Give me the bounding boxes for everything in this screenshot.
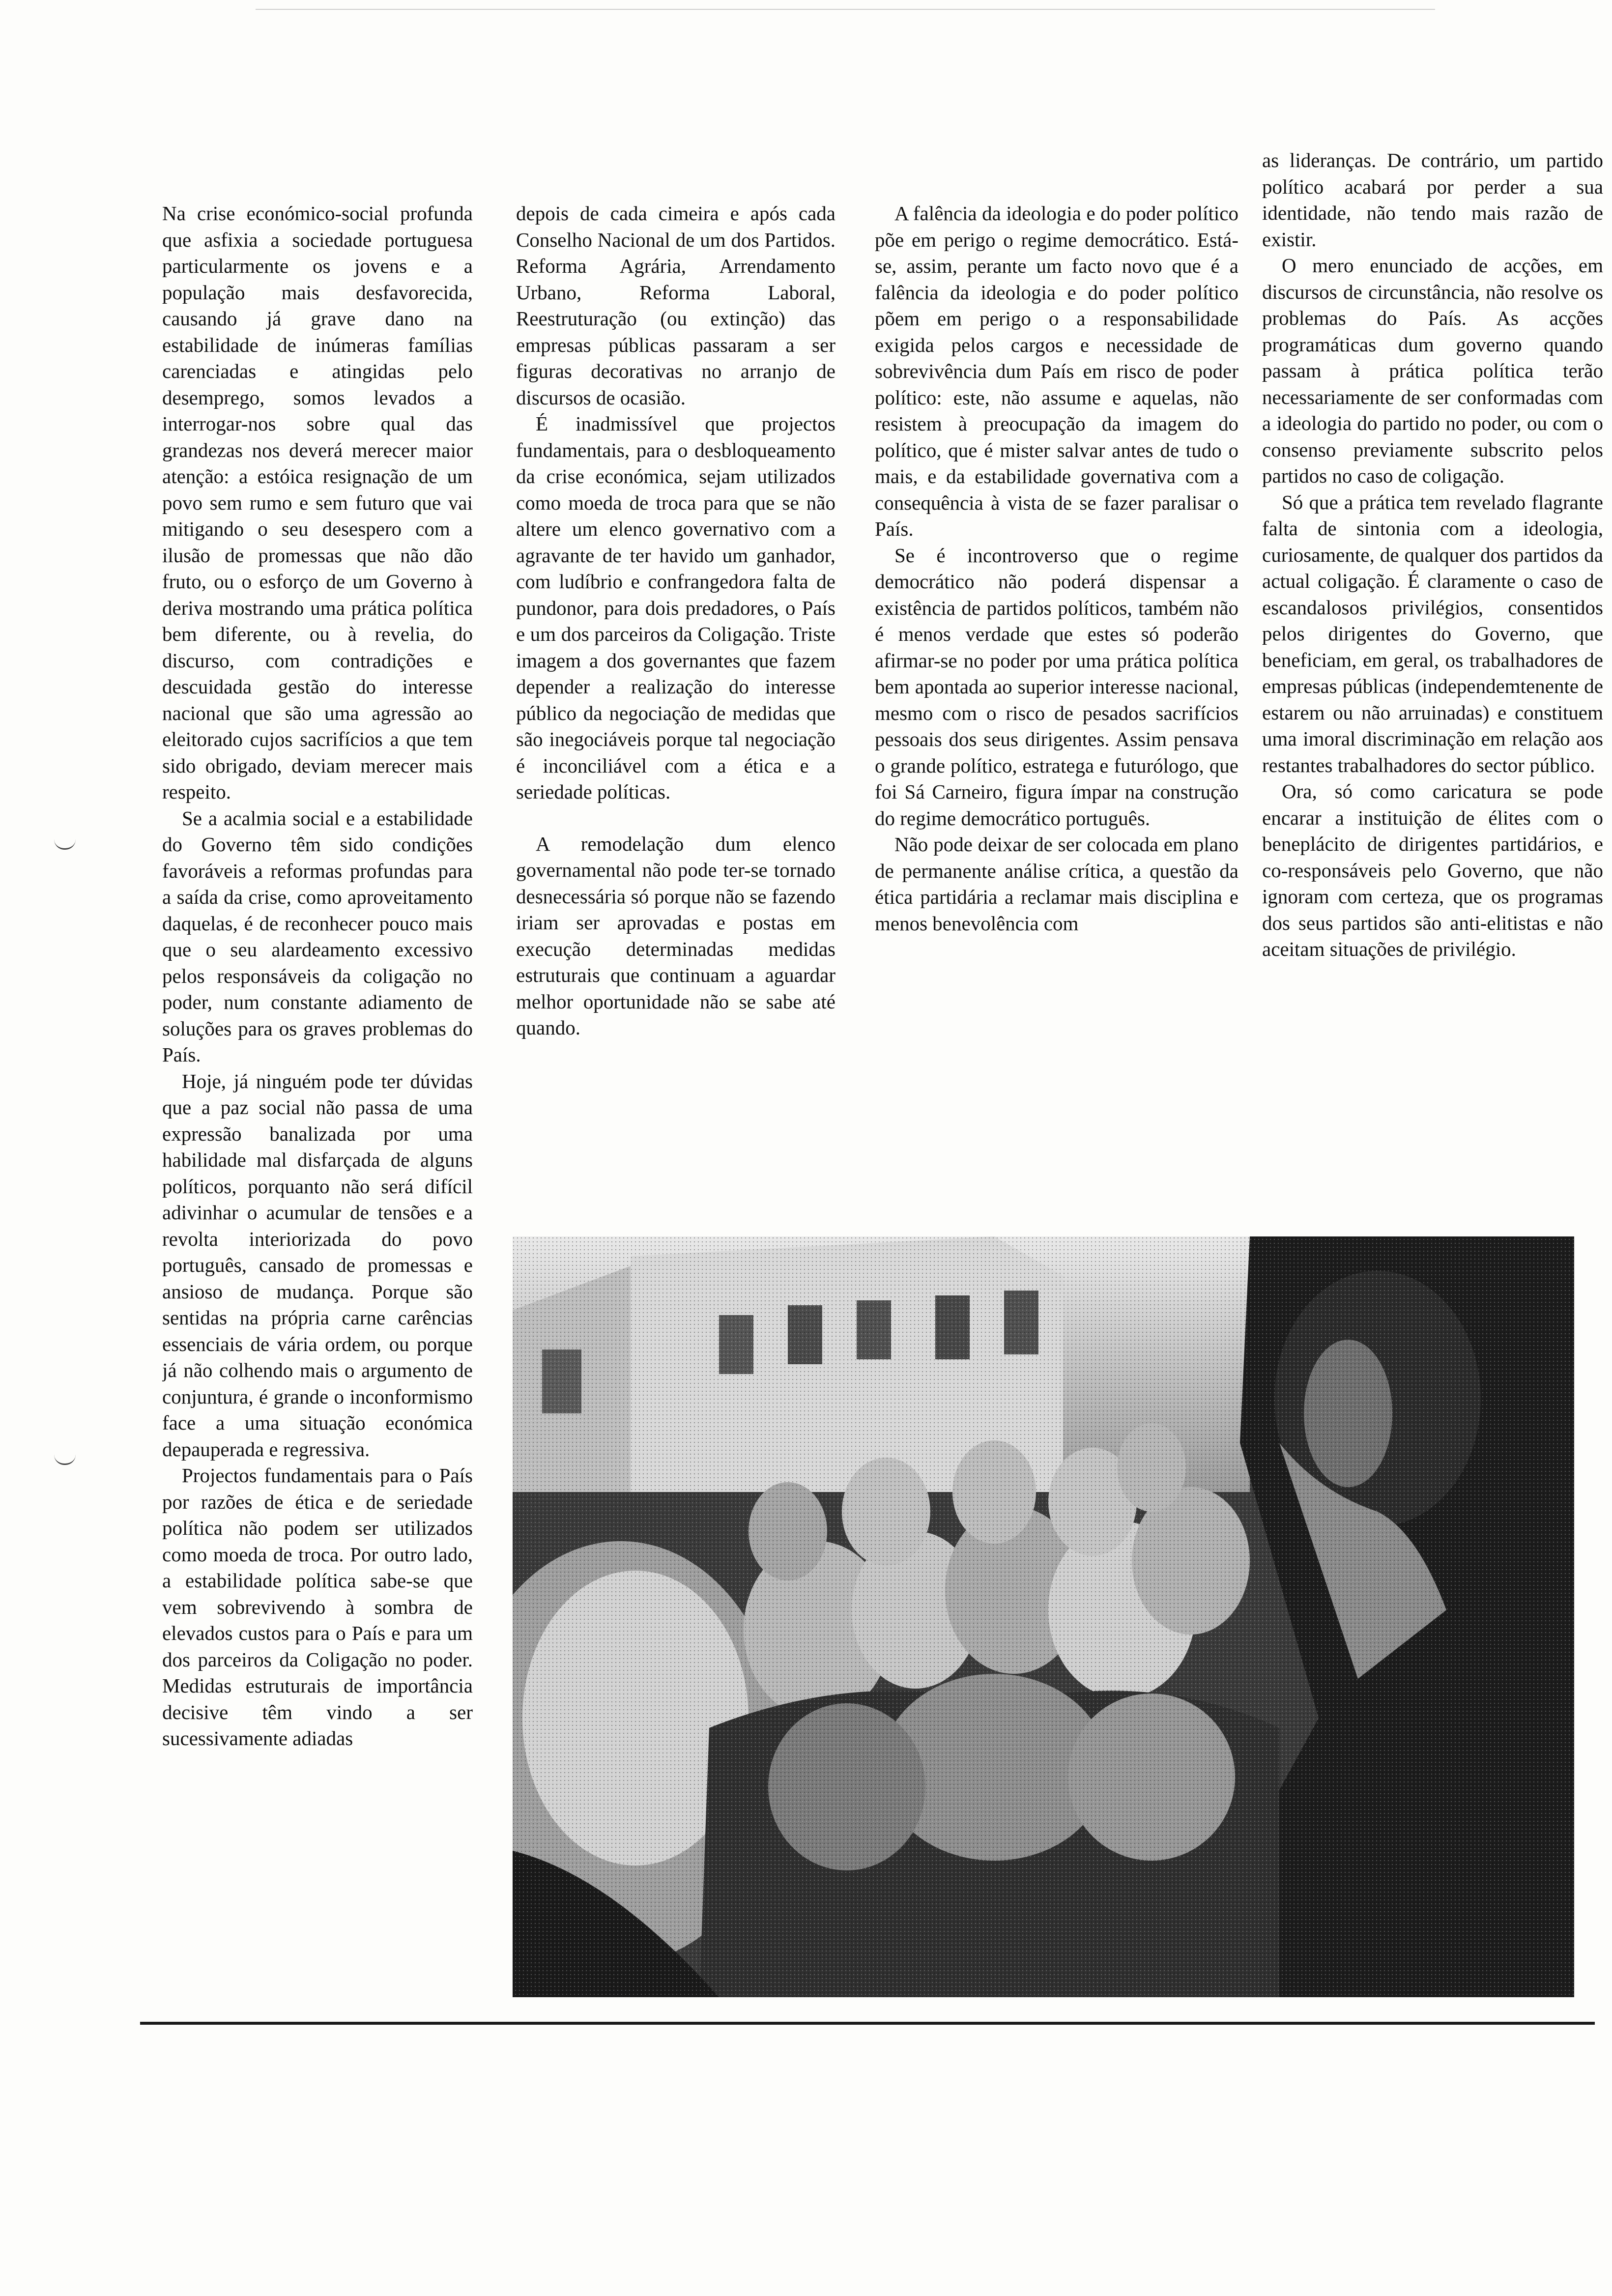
paragraph: A falência da ideologia e do poder político põe em perigo o regime democrático. Está-se, assim, perante um facto novo que é a falência da ideologia e do poder político põem em perigo o a responsabilidade exigida pelos cargos e necessidade de sobrevivência dum País em risco de poder político: este, não assume e aquelas, não resistem à preocupação da imagem do político, que é mister salvar antes de tudo o mais, e da estabilidade governativa com a consequência à vista de se fazer paralisar o País. (875, 202, 1238, 540)
article-column-3 (875, 201, 1238, 1228)
paragraph: Se é incontroverso que o regime democrático não poderá dispensar a existência de partidos políticos, também não é menos verdade que estes só poderão afirmar-se no poder por uma prática política bem apontada ao superior interesse nacional, mesmo com o risco de pesados sacrifícios pessoais dos seus dirigentes. Assim pensava o grande político, estratega e futurólogo, que foi Sá Carneiro, figura ímpar na construção do regime democrático português. (875, 544, 1238, 830)
bottom-rule (140, 2022, 1595, 2025)
paragraph: Se a acalmia social e a estabilidade do Governo têm sido condições favoráveis a reformas profundas para a saída da crise, como aproveitamento daquelas, é de reconhecer pouco mais que o seu alardeamento excessivo pelos responsáveis da coligação no poder, num constante adiamento de soluções para os graves problemas do País. (162, 806, 473, 1066)
paragraph: as lideranças. De contrário, um partido político acabará por perder a sua identidade, não tendo mais razão de existir. (1262, 149, 1603, 251)
scan-margin-mark (54, 839, 76, 850)
photo-illustration (513, 1236, 1574, 1997)
paragraph: O mero enunciado de acções, em discursos de circunstância, não resolve os problemas do País. As acções programáticas dum governo quando passam à prática política terão necessariamente de ser conformadas com a ideologia do partido no poder, ou com o consenso previamente subscrito pelos partidos no caso de coligação. (1262, 254, 1603, 487)
paragraph: Só que a prática tem revelado flagrante falta de sintonia com a ideologia, curiosamente, de qualquer dos partidos da actual coligação. É claramente o caso de escandalosos privilégios, consentidos pelos dirigentes do Governo, que beneficiam, em geral, os trabalhadores de empresas públicas (independemtenente de estarem ou não arruinadas) e constituem uma imoral discriminação em relação aos restantes trabalhadores do sector público. (1262, 490, 1603, 776)
top-scan-line (256, 9, 1435, 10)
paragraph: A remodelação dum elenco governamental não pode ter-se tornado desnecessária só porque não se fazendo iriam ser aprovadas e postas em execução determinadas medidas estruturais que continuam a aguardar melhor oportunidade não se sabe até quando. (516, 832, 835, 1039)
article-column-2 (516, 201, 835, 1228)
paragraph: Ora, só como caricatura se pode encarar a instituição de élites com o beneplácito de dirigentes partidários, e co-responsáveis pelo Governo, que não ignoram com certeza, que os programas dos seus partidos são anti-elitistas e não aceitam situações de privilégio. (1262, 780, 1603, 960)
scan-margin-mark (54, 1455, 76, 1465)
article-column-1 (162, 201, 473, 1989)
paragraph: É inadmissível que projectos fundamentais, para o desbloqueamento da crise económica, sejam utilizados como moeda de troca para que se não altere um elenco governativo com a agravante de ter havido um ganhador, com ludíbrio e confrangedora falta de pundonor, para dois predadores, o País e um dos parceiros da Coligação. Triste imagem a dos governantes que fazem depender a realização do interesse público da negociação de medidas que são inegociáveis porque tal negociação é inconciliável com a ética e a seriedade políticas. (516, 412, 835, 803)
paragraph: Na crise económico-social profunda que asfixia a sociedade portuguesa particularmente os jovens e a população mais desfavorecida, causando já grave dano na estabilidade de inúmeras famílias carenciadas e atingidas pelo desemprego, somos levados a interrogar-nos sobre qual das grandezas nos deverá merecer maior atenção: a estóica resignação de um povo sem rumo e sem futuro que vai mitigando o seu desespero com a ilusão de promessas que não dão fruto, ou o esforço de um Governo à deriva mostrando uma prática política bem diferente, ou à revelia, do discurso, com contradições e descuidada gestão do interesse nacional que são uma agressão ao eleitorado cujos sacrifícios a que tem sido obrigado, deviam merecer mais respeito. (162, 202, 473, 803)
news-photo-crowd (513, 1236, 1574, 1997)
paragraph: depois de cada cimeira e após cada Conselho Nacional de um dos Partidos. Reforma Agrária, Arrendamento Urbano, Reforma Laboral, Reestruturação (ou extinção) das empresas públicas passaram a ser figuras decorativas no arranjo de discursos de ocasião. (516, 202, 835, 409)
article-column-4 (1262, 147, 1603, 1229)
paragraph: Não pode deixar de ser colocada em plano de permanente análise crítica, a questão da ética partidária a reclamar mais disciplina e menos benevolência com (875, 833, 1238, 935)
paragraph: Projectos fundamentais para o País por razões de ética e de seriedade política não podem ser utilizados como moeda de troca. Por outro lado, a estabilidade política sabe-se que vem sobrevivendo à sombra de elevados custos para o País e para um dos parceiros da Coligação no poder. Medidas estruturais de importância decisive têm vindo a ser sucessivamente adiadas (162, 1464, 473, 1750)
paragraph: Hoje, já ninguém pode ter dúvidas que a paz social não passa de uma expressão banalizada por uma habilidade mal disfarçada de alguns políticos, porquanto não será difícil adivinhar o acumular de tensões e a revolta interiorizada do povo português, cansado de promessas e ansioso de mudança. Porque são sentidas na própria carne carências essenciais de vária ordem, ou porque já não colhendo mais o argumento de conjuntura, é grande o inconformismo face a uma situação económica depauperada e regressiva. (162, 1069, 473, 1461)
